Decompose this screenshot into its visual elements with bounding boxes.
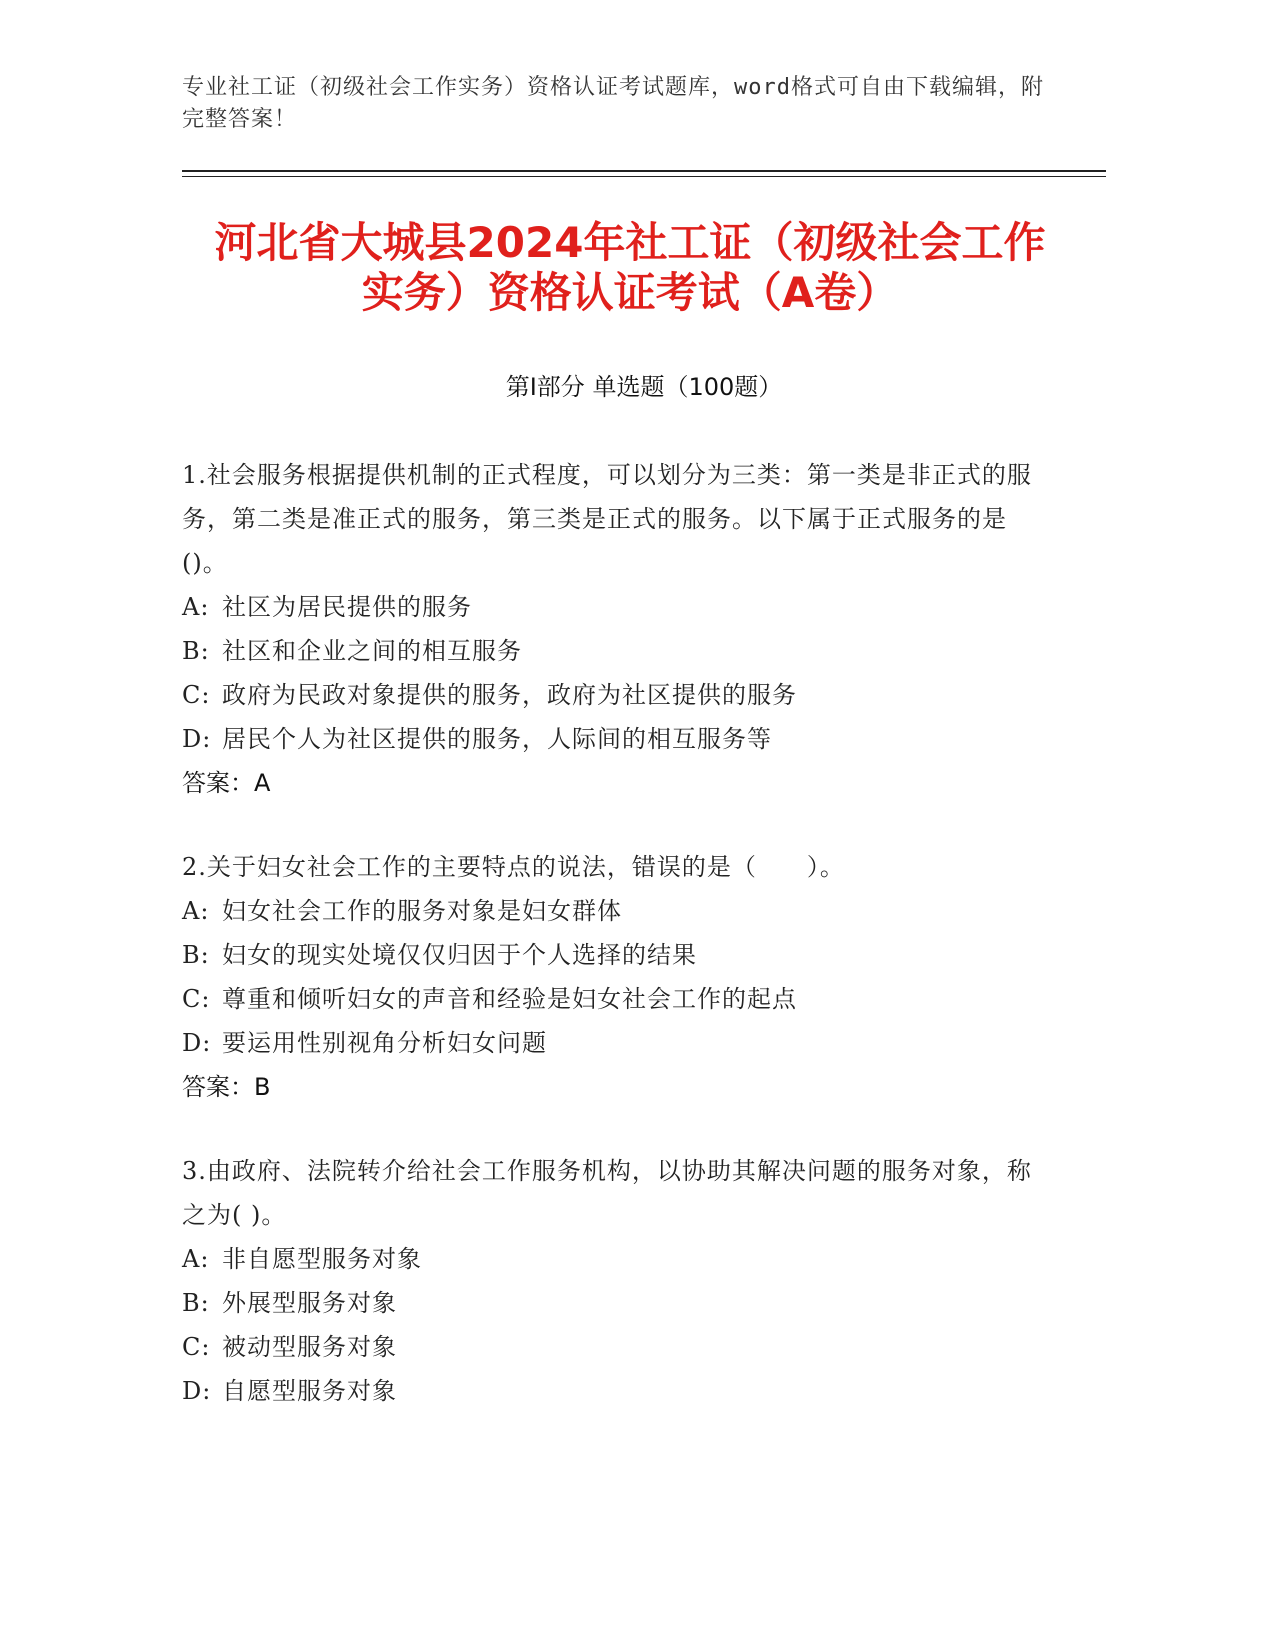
question-stem: 3.由政府、法院转介给社会工作服务机构，以协助其解决问题的服务对象，称之为( )。 — [182, 1157, 1032, 1229]
option-label: A: — [182, 897, 210, 925]
option-label: B: — [182, 941, 210, 969]
document-title-line-1: 河北省大城县2024年社工证（初级社会工作 — [214, 218, 1046, 267]
option-c — [182, 1325, 1032, 1369]
option-c — [182, 673, 1032, 717]
option-text: 社区为居民提供的服务 — [222, 593, 472, 621]
question-block-1 — [182, 453, 1032, 805]
option-a — [182, 1237, 1032, 1281]
option-label: D: — [182, 1029, 212, 1057]
option-text: 妇女的现实处境仅仅归因于个人选择的结果 — [222, 941, 697, 969]
option-b — [182, 933, 1032, 977]
option-label: C: — [182, 681, 211, 709]
option-text: 要运用性别视角分析妇女问题 — [222, 1029, 547, 1057]
document-title-line-2: 实务）资格认证考试（A卷） — [361, 268, 899, 317]
section-heading: 第Ⅰ部分 单选题（100题） — [505, 373, 783, 401]
question-block-2 — [182, 845, 1032, 1109]
option-label: A: — [182, 1245, 210, 1273]
option-a — [182, 585, 1032, 629]
option-text: 非自愿型服务对象 — [222, 1245, 422, 1273]
answer-line: 答案：A — [182, 769, 271, 797]
question-stem: 1.社会服务根据提供机制的正式程度，可以划分为三类：第一类是非正式的服务，第二类是准正式的服务，第三类是正式的服务。以下属于正式服务的是()。 — [182, 461, 1032, 577]
option-a — [182, 889, 1032, 933]
question-stem: 2.关于妇女社会工作的主要特点的说法，错误的是（ ）。 — [182, 853, 845, 881]
option-text: 被动型服务对象 — [222, 1333, 397, 1361]
option-label: D: — [182, 1377, 212, 1405]
option-d — [182, 717, 1032, 761]
option-text: 自愿型服务对象 — [222, 1377, 397, 1405]
option-label: C: — [182, 1333, 211, 1361]
option-text: 尊重和倾听妇女的声音和经验是妇女社会工作的起点 — [222, 985, 797, 1013]
option-c — [182, 977, 1032, 1021]
option-text: 社区和企业之间的相互服务 — [222, 637, 522, 665]
option-text: 居民个人为社区提供的服务，人际间的相互服务等 — [222, 725, 772, 753]
header-note: 专业社工证（初级社会工作实务）资格认证考试题库，word格式可自由下载编辑，附完整答案！ — [182, 75, 1044, 132]
option-text: 妇女社会工作的服务对象是妇女群体 — [222, 897, 622, 925]
header-rule-thick — [182, 170, 1106, 172]
question-block-3 — [182, 1149, 1032, 1413]
option-label: D: — [182, 725, 212, 753]
option-label: B: — [182, 1289, 210, 1317]
option-text: 政府为民政对象提供的服务，政府为社区提供的服务 — [222, 681, 797, 709]
option-b — [182, 1281, 1032, 1325]
option-label: C: — [182, 985, 211, 1013]
option-label: B: — [182, 637, 210, 665]
option-label: A: — [182, 593, 210, 621]
document-title — [150, 218, 1110, 318]
option-d — [182, 1021, 1032, 1065]
option-b — [182, 629, 1032, 673]
option-d — [182, 1369, 1032, 1413]
option-text: 外展型服务对象 — [222, 1289, 397, 1317]
header-rule-thin — [182, 176, 1106, 177]
answer-line: 答案：B — [182, 1073, 271, 1101]
